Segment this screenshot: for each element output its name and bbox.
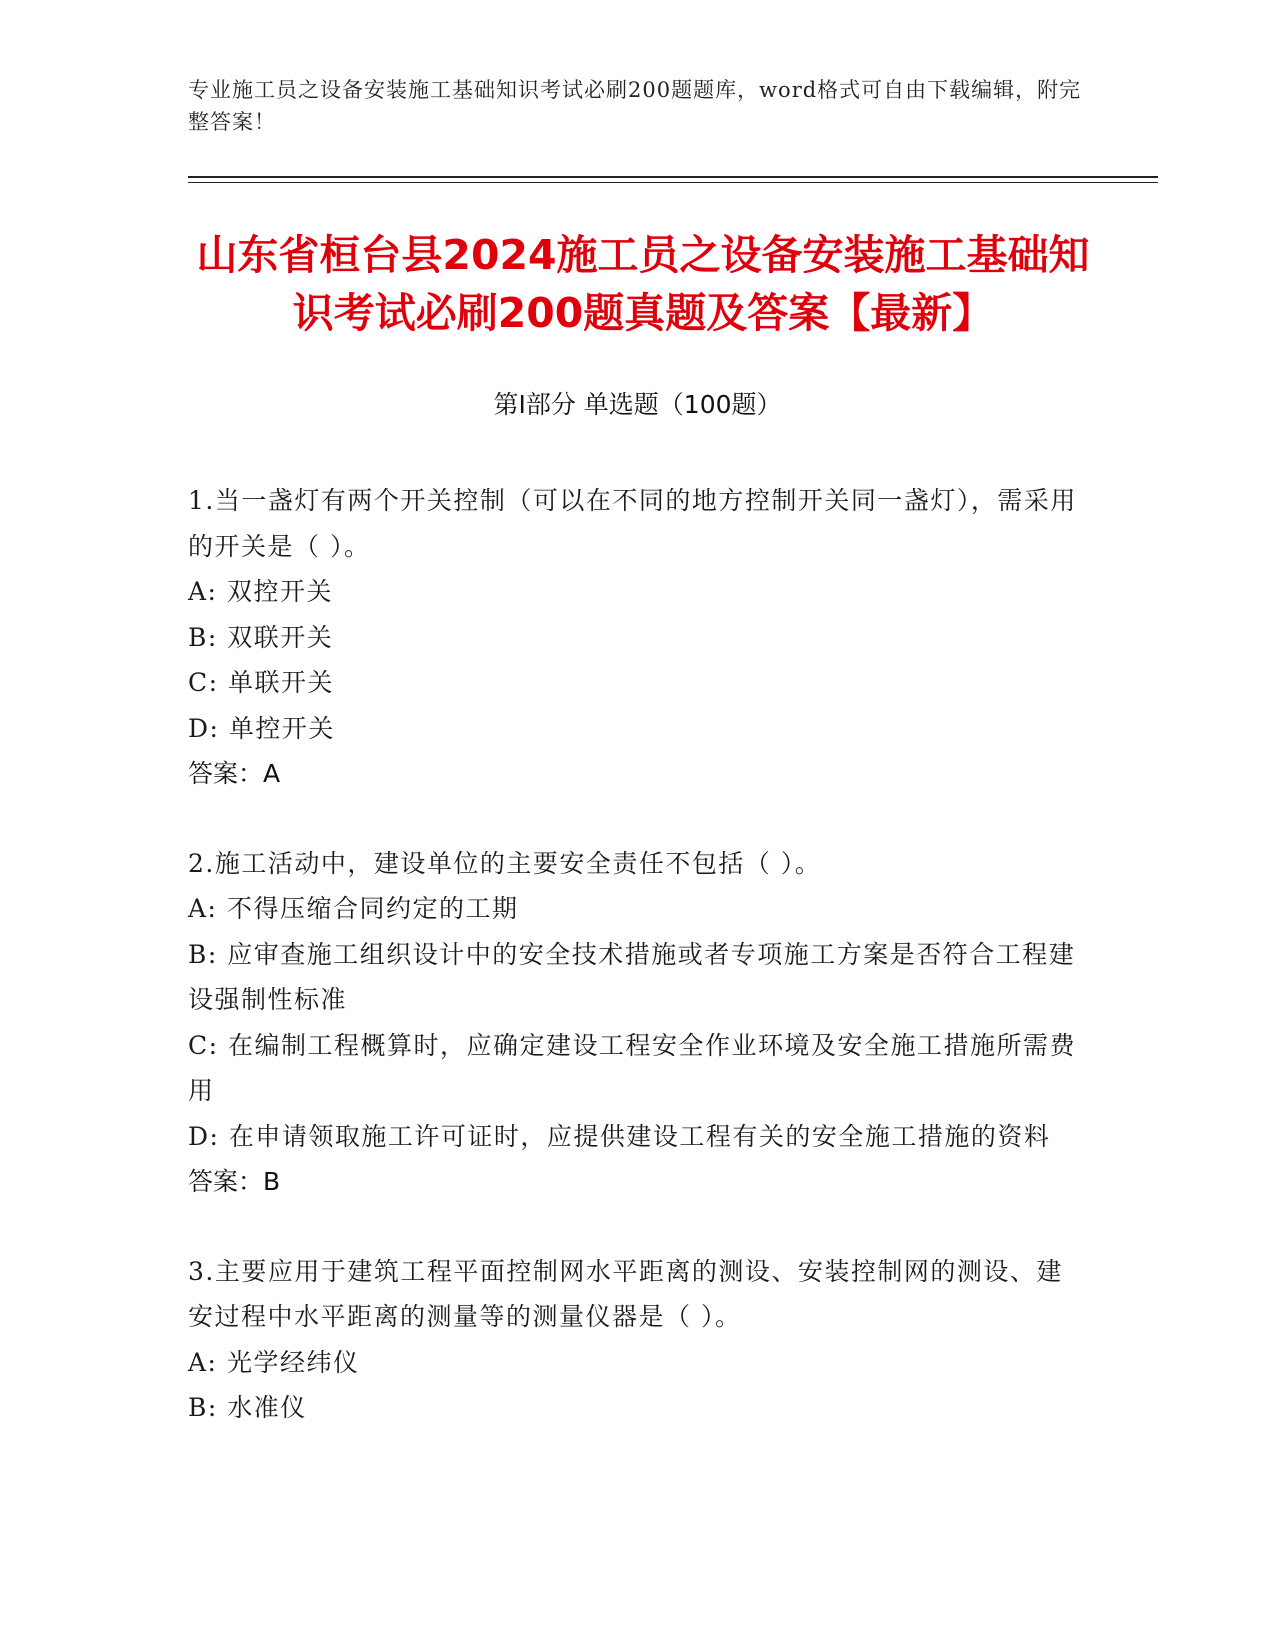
document-title: 山东省桓台县2024施工员之设备安装施工基础知识考试必刷200题真题及答案【最新】 — [196, 231, 1090, 337]
option-b — [188, 615, 1088, 661]
header-note: 专业施工员之设备安装施工基础知识考试必刷200题题库，word格式可自由下载编辑，附完整答案！ — [188, 78, 1082, 134]
header-divider-thick — [188, 176, 1158, 178]
question-list — [188, 478, 1088, 1475]
question-1 — [188, 478, 1088, 797]
answer-line: 答案：B — [188, 1167, 281, 1196]
option-label: A: — [188, 1347, 218, 1377]
option-text: 单联开关 — [228, 668, 335, 697]
option-label: A: — [188, 577, 218, 606]
option-a — [188, 886, 1088, 932]
option-label: D: — [188, 1121, 220, 1151]
option-text: 双联开关 — [227, 622, 334, 652]
option-label: B: — [188, 939, 218, 969]
question-text: 2.施工活动中，建设单位的主要安全责任不包括（ ）。 — [188, 848, 822, 878]
option-a — [188, 569, 1088, 615]
question-2 — [188, 841, 1088, 1205]
question-3 — [188, 1249, 1088, 1431]
option-label: B: — [188, 1393, 218, 1422]
option-c — [188, 1023, 1088, 1114]
answer-line: 答案：A — [188, 759, 281, 788]
option-label: D: — [188, 713, 220, 743]
option-label: A: — [188, 894, 218, 923]
option-c — [188, 660, 1088, 706]
option-text: 不得压缩合同约定的工期 — [226, 894, 519, 923]
option-label: C: — [188, 668, 219, 697]
option-d — [188, 706, 1088, 752]
option-label: B: — [188, 622, 218, 652]
question-text: 1.当一盏灯有两个开关控制（可以在不同的地方控制开关同一盏灯），需采用的开关是（ ）。 — [188, 486, 1077, 561]
option-d — [188, 1114, 1088, 1160]
option-b — [188, 932, 1088, 1023]
option-text: 水准仪 — [227, 1393, 307, 1422]
option-text: 双控开关 — [226, 577, 333, 606]
option-text: 光学经纬仪 — [226, 1347, 360, 1377]
option-b — [188, 1385, 1088, 1431]
option-text: 在编制工程概算时，应确定建设工程安全作业环境及安全施工措施所需费用 — [188, 1030, 1077, 1105]
section-title: 第Ⅰ部分 单选题（100题） — [493, 390, 782, 419]
option-a — [188, 1340, 1088, 1386]
header-divider-thin — [188, 182, 1158, 183]
option-text: 应审查施工组织设计中的安全技术措施或者专项施工方案是否符合工程建设强制性标准 — [188, 939, 1076, 1014]
question-text: 3.主要应用于建筑工程平面控制网水平距离的测设、安装控制网的测设、建安过程中水平距离的测量等的测量仪器是（ ）。 — [188, 1256, 1063, 1331]
option-text: 在申请领取施工许可证时，应提供建设工程有关的安全施工措施的资料 — [228, 1121, 1051, 1151]
option-label: C: — [188, 1030, 219, 1060]
option-text: 单控开关 — [228, 713, 335, 743]
